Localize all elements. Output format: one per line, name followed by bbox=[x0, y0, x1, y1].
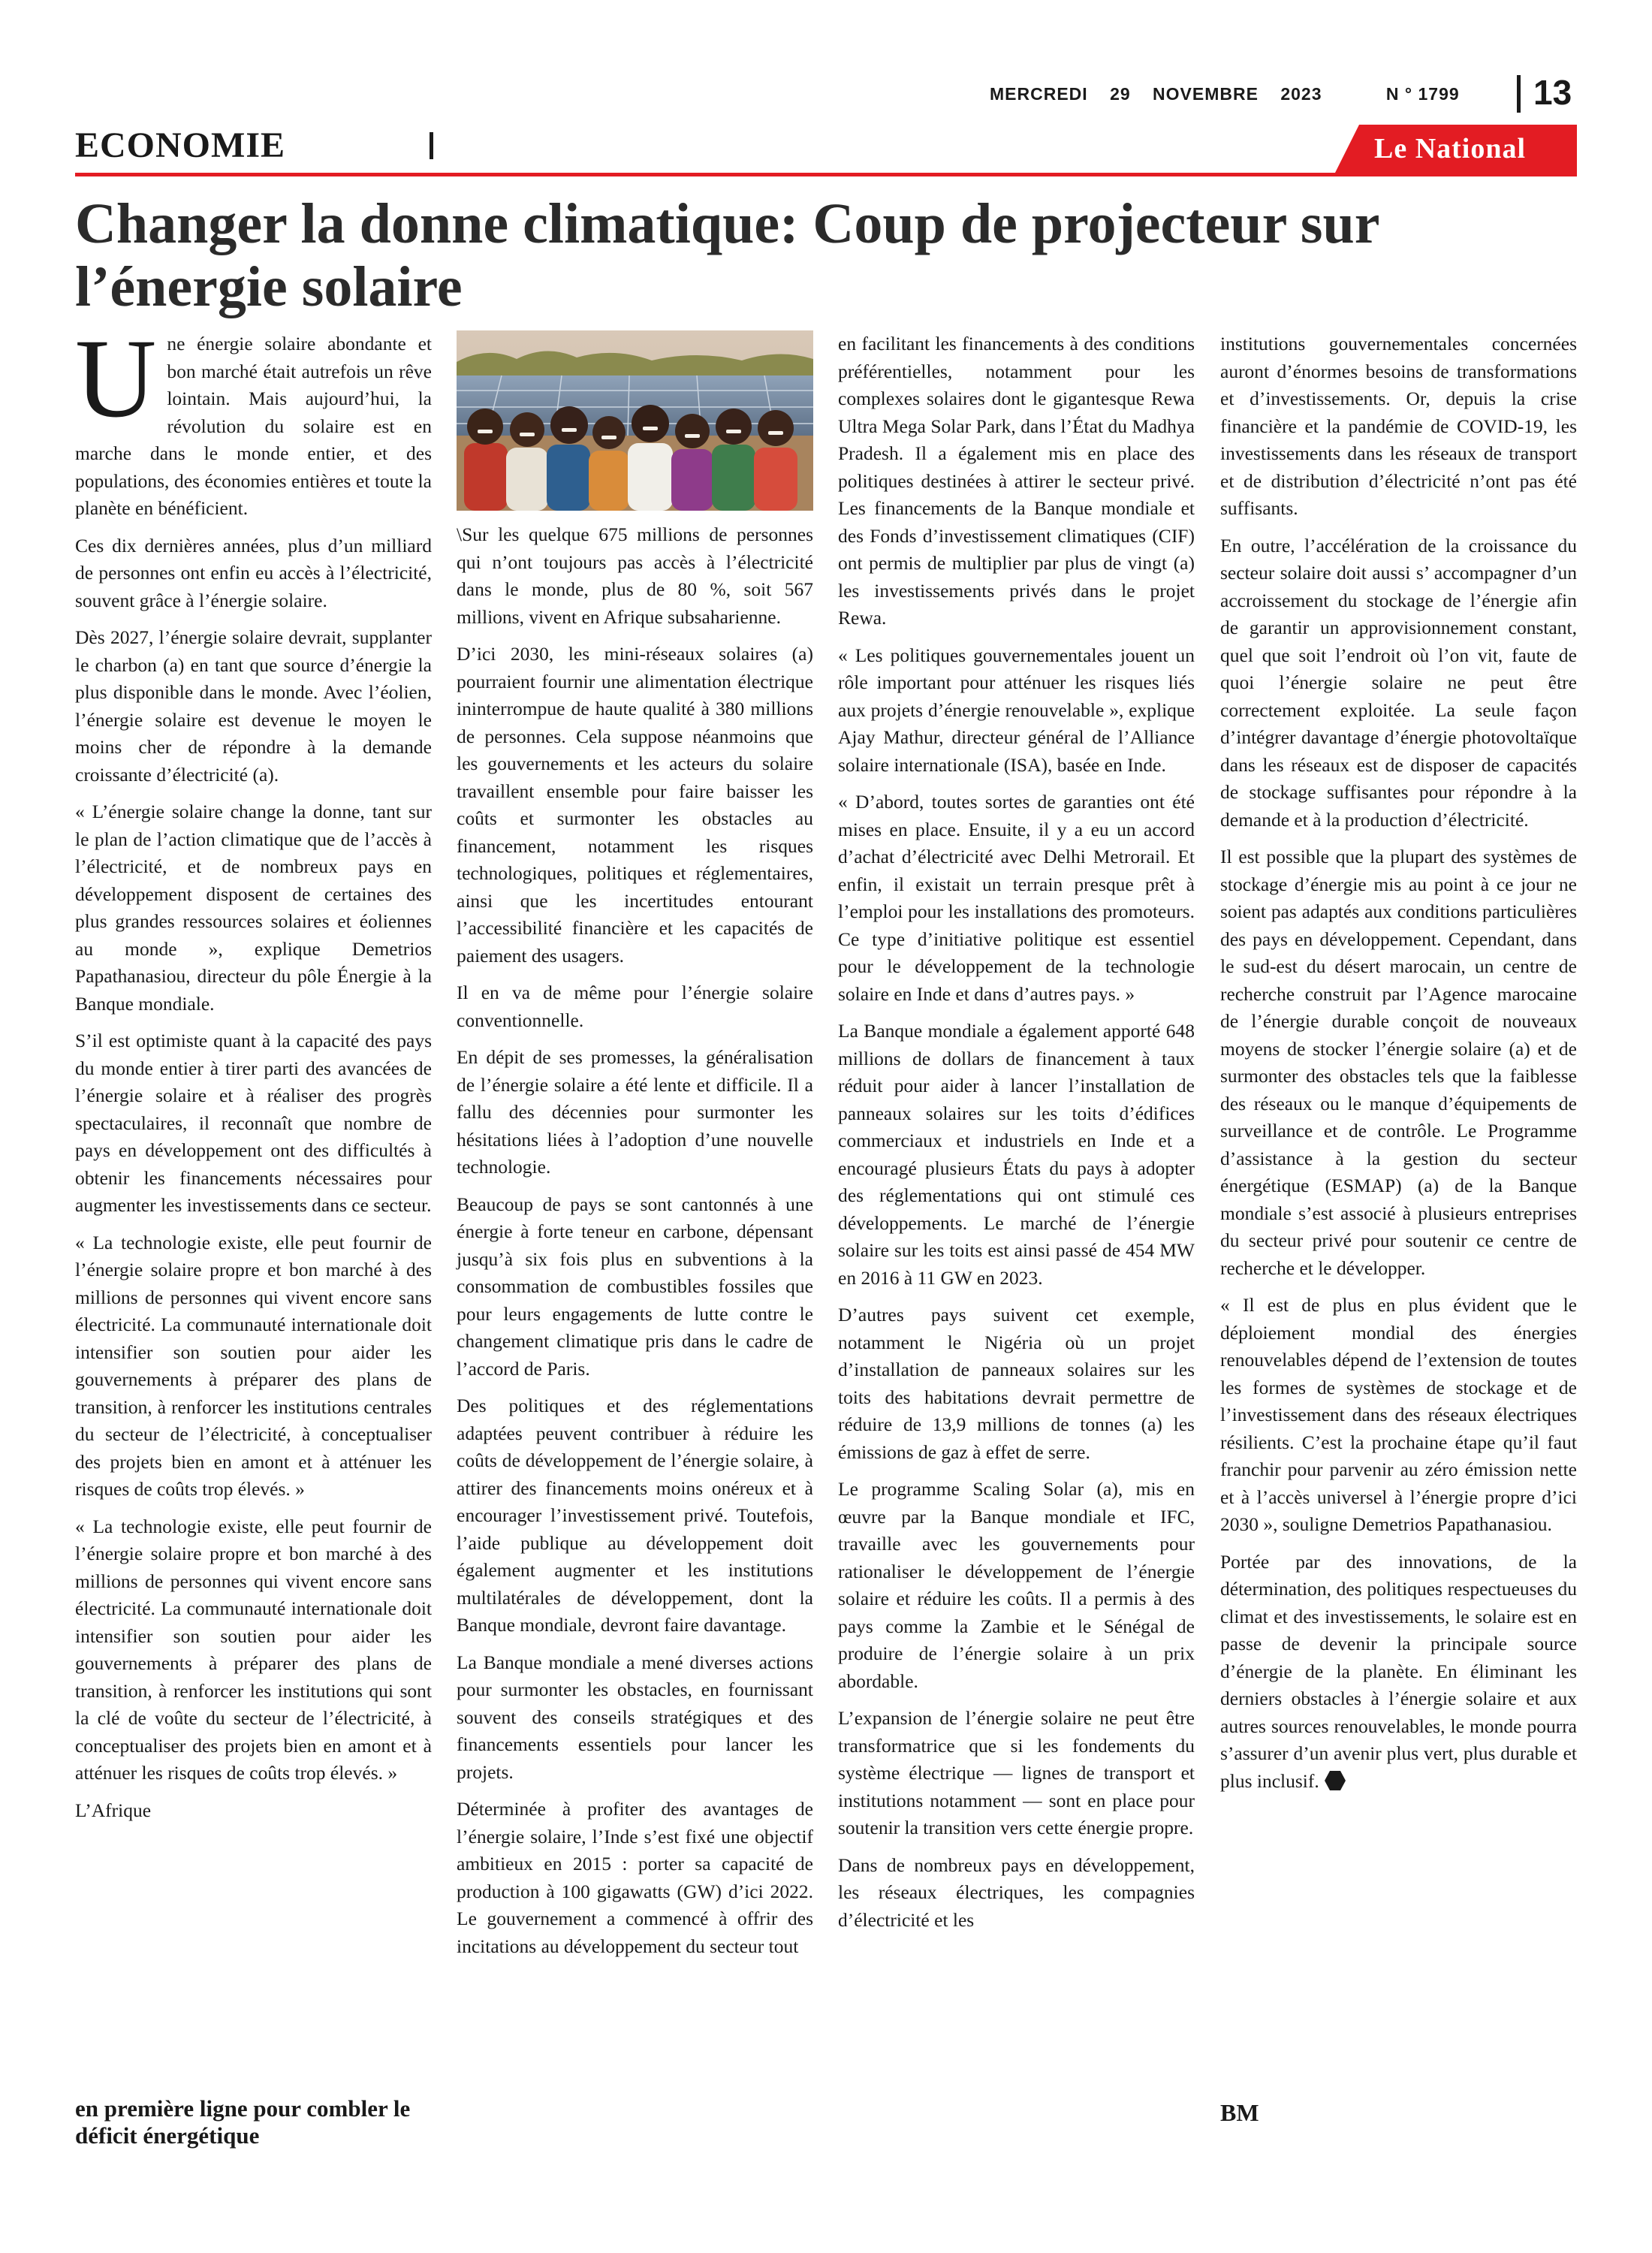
paragraph: « La technologie existe, elle peut fournir de l’énergie solaire propre et bon marché à des millions de personnes qui vivent encore sans électricité. La communauté internationale doit intensifier son soutien pour aider les gouvernements à préparer des plans de transition, à renforcer les institutions qui sont la clé de voûte du secteur de l’électricité, à conceptualiser des projets bien en amont et à atténuer les risques de coûts trop élevés. » bbox=[75, 1515, 432, 1784]
paragraph: en facilitant les financements à des conditions préférentielles, notamment pour les complexes solaires dont le gigantesque Rewa Ultra Mega Solar Park, dans l’État du Madhya Pradesh. Il a également mis en place des politiques destinées à attirer le secteur privé. Les financements de la Banque mondiale et des Fonds d’investissement climatiques (CIF) ont permis de multiplier par plus de vingt (a) les investissements privés dans le projet Rewa. bbox=[838, 333, 1195, 629]
paragraph: La Banque mondiale a mené diverses actions pour surmonter les obstacles, en fournissant souvent des conseils stratégiques et des financements essentiels pour lancer les projets. bbox=[457, 1651, 813, 1783]
brand-name: Le National bbox=[1374, 133, 1527, 164]
paragraph: D’ici 2030, les mini-réseaux solaires (a) pourraient fournir une alimentation électrique ininterrompue de haute qualité à 380 millions de personnes. Cela suppose néanmoins que les gouvernements et les acteurs du solaire travaillent ensemble pour faire baisser les coûts et surmonter les obstacles au financement, notamment les risques technologiques, politiques et réglementaires, ainsi que les incertitudes entourant l’accessibilité financière et les capacités de paiement des usagers. bbox=[457, 643, 813, 967]
article-photo bbox=[457, 330, 813, 511]
paragraph: Le programme Scaling Solar (a), mis en œuvre par la Banque mondiale et IFC, travaille avec les gouvernements pour rationaliser le développement de l’énergie solaire et réduire les coûts. Il a permis à des pays comme la Zambie et le Sénégal de produire de l’énergie solaire à un prix abordable. bbox=[838, 1478, 1195, 1692]
paragraph: Dès 2027, l’énergie solaire devrait, supplanter le charbon (a) en tant que source d’énergie la plus disponible dans le monde. Avec l’éolien, l’énergie solaire est devenue le moyen le moins cher de répondre à la demande croissante d’électricité (a). bbox=[75, 626, 432, 786]
article-column-3 bbox=[838, 330, 1195, 1944]
paragraph: « Il est de plus en plus évident que le déploiement mondial des énergies renouvelables dépend de l’extension de toutes les formes de systèmes de stockage et de l’investissement dans des réseaux électriques résilients. C’est la prochaine étape qu’il faut franchir pour parvenir au zéro émission nette et à l’accès universel à l’énergie propre d’ici 2030 », souligne Demetrios Papathanasiou. bbox=[1220, 1294, 1577, 1535]
paragraph: « D’abord, toutes sortes de garanties ont été mises en place. Ensuite, il y a eu un accord d’achat d’électricité avec Delhi Metrorail. Et enfin, il existait un terrain presque prêt à l’emploi pour les installations des promoteurs. Ce type d’initiative politique est essentiel pour le développement de la technologie solaire en Inde et dans d’autres pays. » bbox=[838, 791, 1195, 1005]
children-solar-panels-image bbox=[457, 330, 813, 511]
paragraph: Beaucoup de pays se sont cantonnés à une énergie à forte teneur en carbone, dépensant jusqu’à six fois plus en subventions à la consommation de combustibles fossiles que pour leurs engagements de lutte contre le changement climatique pris dans le cadre de l’accord de Paris. bbox=[457, 1193, 813, 1380]
lead-text: ne énergie solaire abondante et bon marché était autrefois un rêve lointain. Mais aujourd’hui, la révolution du solaire est en marche dans le monde entier, et des populations, des économies entières et toute la planète en bénéficient. bbox=[75, 333, 432, 519]
paragraph: \Sur les quelque 675 millions de personnes qui n’ont toujours pas accès à l’électricité dans le monde, plus de 80 %, soit 567 millions, vivent en Afrique subsaharienne. bbox=[457, 523, 813, 628]
paragraph: En dépit de ses promesses, la généralisation de l’énergie solaire a été lente et difficile. Il a fallu des décennies pour surmonter les hésitations liées à l’adoption d’une nouvelle technologie. bbox=[457, 1046, 813, 1178]
article-source: L’Afrique bbox=[75, 1799, 152, 1821]
paragraph: institutions gouvernementales concernées auront d’énormes besoins de transformations et d’investissements. Or, depuis la crise financière et la pandémie de COVID-19, les investissements dans les réseaux de transport et de distribution d’électricité n’ont pas été suffisants. bbox=[1220, 333, 1577, 519]
drop-cap: U bbox=[75, 316, 157, 441]
pull-subheading: en première ligne pour combler le déficit énergétique bbox=[75, 2095, 411, 2149]
header-rule bbox=[75, 173, 1577, 176]
paragraph: Il est possible que la plupart des systèmes de stockage d’énergie mis au point à ce jour ne soient pas adaptés aux conditions particulières des pays en développement. Cependant, dans le sud-est du désert marocain, un centre de recherche construit par l’Agence marocaine de l’énergie durable conçoit de nouveaux moyens de stocker l’énergie solaire (a) et de surmonter des obstacles tels que la faiblesse des réseaux ou le manque d’équipements de surveillance et de contrôle. Le Programme d’assistance à la gestion du secteur énergétique (ESMAP) (a) de la Banque mondiale s’est associé à plusieurs entreprises du secteur privé pour soutenir ce centre de recherche et le développer. bbox=[1220, 846, 1577, 1279]
date-number: 29 bbox=[1110, 84, 1131, 104]
article-headline: Changer la donne climatique: Coup de projecteur sur l’énergie solaire bbox=[75, 192, 1379, 318]
paragraph: « L’énergie solaire change la donne, tant sur le plan de l’action climatique que de l’accès à l’électricité, et de nombreux pays en développement disposent de certaines des plus grandes ressources solaires et éoliennes au monde », explique Demetrios Papathanasiou, directeur du pôle Énergie à la Banque mondiale. bbox=[75, 801, 432, 1015]
issue-number: N ° 1799 bbox=[1385, 84, 1460, 104]
paragraph: Déterminée à profiter des avantages de l’énergie solaire, l’Inde s’est fixé une objectif ambitieux en 2015 : porter sa capacité de production à 100 gigawatts (GW) d’ici 2022. Le gouvernement a commencé à offrir des incitations au développement du secteur tout bbox=[457, 1798, 813, 1957]
paragraph: Ces dix dernières années, plus d’un milliard de personnes ont enfin eu accès à l’électricité, souvent grâce à l’énergie solaire. bbox=[75, 534, 432, 611]
article-column-2 bbox=[457, 330, 813, 1970]
article-column-4 bbox=[1220, 330, 1577, 1805]
section-divider bbox=[430, 132, 433, 159]
date-day: MERCREDI bbox=[990, 84, 1088, 104]
paragraph: L’expansion de l’énergie solaire ne peut être transformatrice que si les fondements du système électrique — lignes de transport et institutions notamment — sont en place pour soutenir la transition vers cette énergie propre. bbox=[838, 1707, 1195, 1838]
issue-date bbox=[990, 84, 1460, 104]
lead-paragraph bbox=[75, 316, 432, 523]
paragraph: La Banque mondiale a également apporté 648 millions de dollars de financement à taux réduit pour aider à lancer l’installation de panneaux solaires sur les toits d’édifices commerciaux et industriels en Inde et a encouragé plusieurs États du pays à adopter des réglementations qui ont stimulé ces développements. Le marché de l’énergie solaire sur les toits est ainsi passé de 454 MW en 2016 à 11 GW en 2023. bbox=[838, 1020, 1195, 1289]
page-number: 13 bbox=[1533, 73, 1572, 112]
page-number-divider bbox=[1517, 75, 1521, 113]
date-year: 2023 bbox=[1280, 84, 1322, 104]
paragraph: En outre, l’accélération de la croissance du secteur solaire doit aussi s’ accompagner d’un accroissement du stockage de l’énergie afin de garantir un approvisionnement constant, quel que soit l’endroit où l’on vit, faute de quoi l’énergie solaire ne peut être correctement exploitée. La seule façon d’intégrer davantage d’énergie photovoltaïque dans les réseaux est de disposer de capacités de stockage suffisantes pour répondre à la demande et à la production d’électricité. bbox=[1220, 534, 1577, 831]
date-month: NOVEMBRE bbox=[1153, 84, 1259, 104]
paragraph: Il en va de même pour l’énergie solaire conventionnelle. bbox=[457, 982, 813, 1031]
paragraph: S’il est optimiste quant à la capacité des pays du monde entier à tirer parti des avancées de l’énergie solaire et à réaliser des progrès spectaculaires, il reconnaît que nombre de pays en développement ont des difficultés à obtenir les financements nécessaires pour augmenter les investissements dans ce secteur. bbox=[75, 1030, 432, 1216]
article-column-1 bbox=[75, 316, 432, 1834]
paragraph: « Les politiques gouvernementales jouent un rôle important pour atténuer les risques liés aux projets d’énergie renouvelable », explique Ajay Mathur, directeur général de l’Alliance solaire internationale (ISA), basée en Inde. bbox=[838, 644, 1195, 776]
closing-paragraph bbox=[1220, 1549, 1577, 1796]
end-mark-icon bbox=[1324, 1769, 1346, 1792]
paragraph: D’autres pays suivent cet exemple, notamment le Nigéria où un projet d’installation de panneaux solaires sur les toits des habitations devrait permettre de réduire de 13,9 millions de tonnes (a) les émissions de gaz à effet de serre. bbox=[838, 1304, 1195, 1463]
paragraph: Dans de nombreux pays en développement, les réseaux électriques, les compagnies d’électricité et les bbox=[838, 1853, 1195, 1931]
section-title: ECONOMIE bbox=[75, 125, 286, 165]
paragraph: « La technologie existe, elle peut fournir de l’énergie solaire propre et bon marché à des millions de personnes qui vivent encore sans électricité. La communauté internationale doit intensifier son soutien pour aider les gouvernements à préparer des plans de transition, à renforcer les institutions centrales du secteur de l’électricité, à conceptualiser des projets bien en amont et à atténuer les risques de coûts trop élevés. » bbox=[75, 1231, 432, 1500]
paragraph: Des politiques et des réglementations adaptées peuvent contribuer à réduire les coûts de développement de l’énergie solaire, à attirer des financements moins onéreux et à encourager l’investissement privé. Toutefois, l’aide publique au développement doit également augmenter et les institutions multilatérales de développement, dont la Banque mondiale, devront faire davantage. bbox=[457, 1395, 813, 1636]
closing-text: Portée par des innovations, de la détermination, des politiques respectueuses du climat et des investissements, le solaire est en passe de devenir la principale source d’énergie de la planète. En éliminant les derniers obstacles à l’énergie solaire et aux autres sources renouvelables, le monde pourra s’assurer d’un avenir plus vert, plus durable et plus inclusif. bbox=[1220, 1550, 1577, 1792]
author-signature: BM bbox=[1220, 2099, 1259, 2126]
